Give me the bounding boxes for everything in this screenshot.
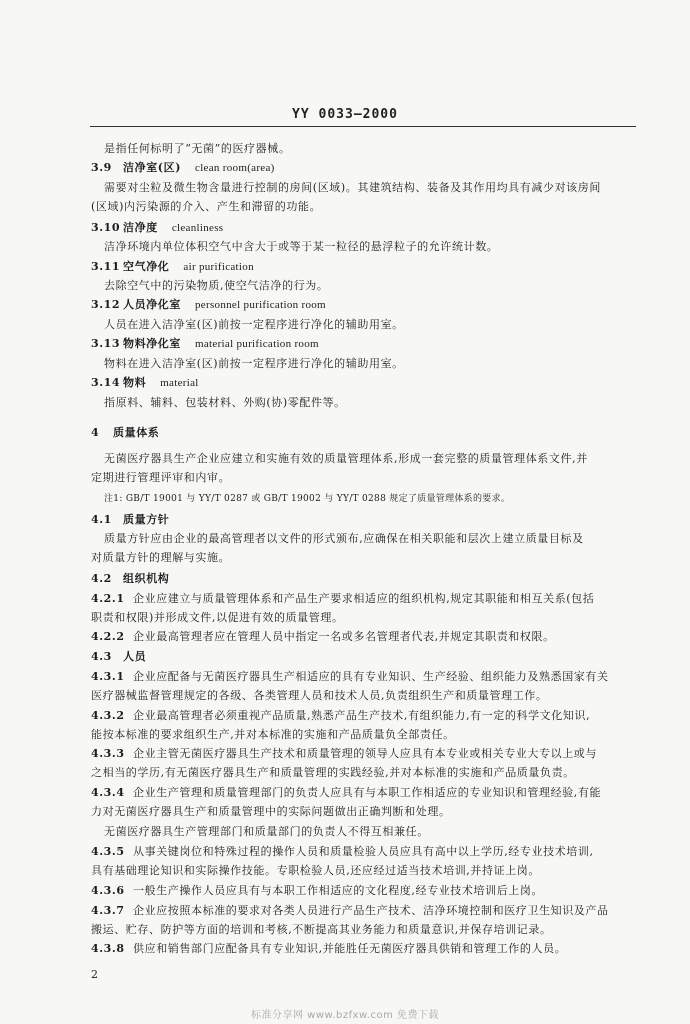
clause-3-13: 3.13 物料净化室 material purification room: [91, 337, 319, 350]
clause-4-3-2: 4.3.2 企业最高管理者必须重视产品质量,熟悉产品生产技术,有组织能力,有一定的科学文化知识,: [91, 709, 591, 722]
clause-4-1: 4.1 质量方针: [91, 513, 170, 526]
page-number: 2: [91, 968, 98, 981]
clause-4-3-8: 4.3.8 供应和销售部门应配备具有专业知识,并能胜任无菌医疗器具供销和管理工作的人员。: [91, 942, 567, 955]
footer-watermark: 标准分享网 www.bzfxw.com 免费下载: [251, 1010, 439, 1021]
text-line: 之相当的学历,有无菌医疗器具生产和质量管理的实践经验,并对本标准的实施和产品质量负责。: [91, 766, 575, 779]
clause-4-3-3: 4.3.3 企业主管无菌医疗器具生产技术和质量管理的领导人应具有本专业或相关专业大专以上或与: [91, 747, 597, 760]
clause-4-2-2: 4.2.2 企业最高管理者应在管理人员中指定一名或多名管理者代表,并规定其职责和权限。: [91, 630, 555, 643]
clause-4-3-1: 4.3.1 企业应配备与无菌医疗器具生产相适应的具有专业知识、生产经验、组织能力及熟悉国家有关: [91, 670, 609, 683]
text-line: 指原料、辅料、包装材料、外购(协)零配件等。: [104, 396, 346, 409]
text-line: (区域)内污染源的介入、产生和滞留的功能。: [91, 200, 322, 213]
text-line: 质量方针应由企业的最高管理者以文件的形式颁布,应确保在相关职能和层次上建立质量目标及: [104, 532, 584, 545]
clause-3-12: 3.12 人员净化室 personnel purification room: [91, 298, 326, 311]
text-line: 人员在进入洁净室(区)前按一定程序进行净化的辅助用室。: [104, 318, 404, 331]
text-line: 无菌医疗器具生产管理部门和质量部门的负责人不得互相兼任。: [104, 825, 429, 838]
standard-number: YY 0033—2000: [292, 107, 398, 122]
note-1: 注1: GB/T 19001 与 YY/T 0287 或 GB/T 19002 与 YY/T 0288 规定了质量管理体系的要求。: [104, 494, 511, 504]
clause-4-2-1: 4.2.1 企业应建立与质量管理体系和产品生产要求相适应的组织机构,规定其职能和相互关系(包括: [91, 592, 595, 605]
clause-3-9: 3.9 洁净室(区) clean room(area): [91, 161, 275, 174]
text-line: 医疗器械监督管理规定的各级、各类管理人员和技术人员,负责组织生产和质量管理工作。: [91, 689, 548, 702]
text-line: 需要对尘粒及微生物含量进行控制的房间(区域)。其建筑结构、装备及其作用均具有减少对该房间: [104, 181, 601, 194]
clause-4-2: 4.2 组织机构: [91, 572, 170, 585]
clause-3-14: 3.14 物料 material: [91, 376, 199, 389]
text-line: 去除空气中的污染物质,使空气洁净的行为。: [104, 279, 329, 292]
text-line: 能按本标准的要求组织生产,并对本标准的实施和产品质量负全部责任。: [91, 728, 455, 741]
text-line: 力对无菌医疗器具生产和质量管理中的实际问题做出正确判断和处理。: [91, 805, 451, 818]
text-line: 无菌医疗器具生产企业应建立和实施有效的质量管理体系,形成一套完整的质量管理体系文件,并: [104, 452, 588, 465]
text-line: 职责和权限)并形成文件,以促进有效的质量管理。: [91, 611, 344, 624]
text-line: 对质量方针的理解与实施。: [91, 551, 231, 564]
text-line: 具有基础理论知识和实际操作技能。专职检验人员,还应经过适当技术培训,并持证上岗。: [91, 864, 540, 877]
text-line: 物料在进入洁净室(区)前按一定程序进行净化的辅助用室。: [104, 357, 404, 370]
clause-4-3-4: 4.3.4 企业生产管理和质量管理部门的负责人应具有与本职工作相适应的专业知识和管理经验,有能: [91, 786, 602, 799]
text-line: 定期进行管理评审和内审。: [91, 471, 231, 484]
clause-4-3-5: 4.3.5 从事关键岗位和特殊过程的操作人员和质量检验人员应具有高中以上学历,经专业技术培训,: [91, 845, 594, 858]
clause-3-11: 3.11 空气净化 air purification: [91, 260, 254, 273]
clause-3-10: 3.10 洁净度 cleanliness: [91, 221, 224, 234]
clause-4-3-6: 4.3.6 一般生产操作人员应具有与本职工作相适应的文化程度,经专业技术培训后上岗。: [91, 884, 544, 897]
text-line: 搬运、贮存、防护等方面的培训和考核,不断提高其业务能力和质量意识,并保存培训记录。: [91, 923, 552, 936]
clause-4-3-7: 4.3.7 企业应按照本标准的要求对各类人员进行产品生产技术、洁净环境控制和医疗卫生知识及产品: [91, 904, 609, 917]
clause-4-3: 4.3 人员: [91, 650, 147, 663]
chapter-4-heading: 4 质量体系: [91, 426, 160, 439]
text-line: 是指任何标明了“无菌”的医疗器械。: [104, 142, 291, 155]
header-rule: [90, 126, 636, 127]
text-line: 洁净环境内单位体积空气中含大于或等于某一粒径的悬浮粒子的允许统计数。: [104, 240, 499, 253]
